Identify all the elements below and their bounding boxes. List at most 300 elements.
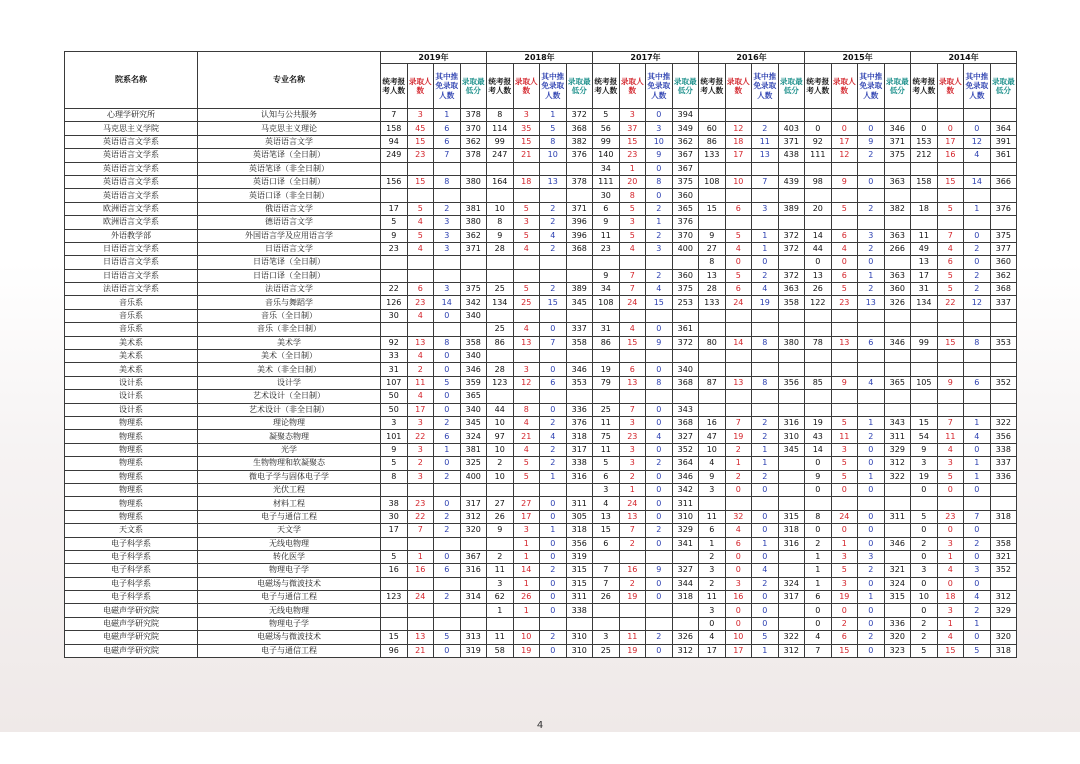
value-cell: 0	[858, 256, 885, 269]
value-cell: 3	[831, 443, 858, 456]
value-cell: 2	[434, 524, 461, 537]
table-row	[65, 202, 1017, 215]
value-cell	[672, 309, 699, 322]
value-cell	[858, 403, 885, 416]
major-cell: 光学	[198, 443, 381, 456]
value-cell: 326	[672, 631, 699, 644]
value-cell: 54	[911, 430, 938, 443]
value-cell: 336	[566, 403, 593, 416]
value-cell: 9	[646, 336, 673, 349]
value-cell: 2	[487, 550, 514, 563]
value-cell: 6	[434, 135, 461, 148]
value-cell: 0	[646, 323, 673, 336]
value-cell	[990, 189, 1017, 202]
value-cell: 45	[407, 122, 434, 135]
value-cell: 346	[672, 470, 699, 483]
table-row	[65, 175, 1017, 188]
value-cell	[911, 390, 938, 403]
value-cell: 316	[778, 537, 805, 550]
header-sub-2: 其中推免录取人数	[434, 64, 461, 109]
value-cell	[778, 497, 805, 510]
value-cell	[778, 470, 805, 483]
value-cell: 371	[884, 135, 911, 148]
value-cell: 315	[884, 591, 911, 604]
value-cell: 10	[487, 416, 514, 429]
value-cell: 346	[566, 363, 593, 376]
value-cell	[937, 350, 964, 363]
value-cell: 0	[752, 524, 779, 537]
value-cell	[725, 390, 752, 403]
value-cell: 3	[434, 283, 461, 296]
value-cell	[513, 189, 540, 202]
value-cell: 0	[964, 524, 991, 537]
value-cell: 356	[778, 376, 805, 389]
table-row	[65, 363, 1017, 376]
value-cell	[619, 390, 646, 403]
value-cell: 4	[964, 591, 991, 604]
value-cell: 1	[964, 617, 991, 630]
value-cell	[540, 483, 567, 496]
value-cell	[752, 350, 779, 363]
value-cell: 312	[778, 644, 805, 657]
value-cell	[884, 109, 911, 122]
value-cell	[964, 363, 991, 376]
value-cell	[487, 269, 514, 282]
value-cell	[460, 483, 487, 496]
value-cell	[725, 162, 752, 175]
value-cell: 28	[487, 242, 514, 255]
header-sub-3: 录取最低分	[460, 64, 487, 109]
value-cell	[831, 109, 858, 122]
value-cell: 5	[513, 283, 540, 296]
value-cell	[434, 189, 461, 202]
value-cell: 6	[540, 376, 567, 389]
value-cell: 5	[513, 202, 540, 215]
value-cell: 18	[725, 135, 752, 148]
value-cell: 13	[619, 510, 646, 523]
value-cell: 14	[513, 564, 540, 577]
value-cell: 99	[593, 135, 620, 148]
value-cell: 5	[937, 202, 964, 215]
value-cell: 111	[805, 149, 832, 162]
value-cell	[487, 390, 514, 403]
value-cell: 247	[487, 149, 514, 162]
value-cell: 19	[513, 644, 540, 657]
value-cell: 0	[540, 644, 567, 657]
value-cell: 337	[566, 323, 593, 336]
value-cell	[884, 483, 911, 496]
value-cell: 6	[434, 122, 461, 135]
value-cell: 111	[593, 175, 620, 188]
value-cell	[752, 497, 779, 510]
value-cell: 312	[884, 457, 911, 470]
value-cell: 49	[911, 242, 938, 255]
value-cell: 318	[778, 524, 805, 537]
value-cell	[513, 617, 540, 630]
value-cell: 360	[990, 256, 1017, 269]
value-cell	[593, 604, 620, 617]
value-cell: 367	[672, 162, 699, 175]
value-cell	[858, 189, 885, 202]
value-cell	[858, 350, 885, 363]
value-cell: 7	[964, 510, 991, 523]
value-cell: 2	[540, 564, 567, 577]
value-cell	[778, 189, 805, 202]
value-cell: 6	[805, 591, 832, 604]
major-cell: 天文学	[198, 524, 381, 537]
value-cell: 0	[937, 483, 964, 496]
value-cell	[540, 390, 567, 403]
value-cell: 0	[752, 510, 779, 523]
major-cell: 微电子学与固体电子学	[198, 470, 381, 483]
value-cell: 7	[752, 175, 779, 188]
dept-cell: 英语语言文学系	[65, 149, 198, 162]
value-cell: 1	[752, 644, 779, 657]
value-cell: 1	[725, 457, 752, 470]
value-cell: 92	[381, 336, 408, 349]
value-cell: 14	[434, 296, 461, 309]
dept-cell: 电磁声学研究院	[65, 631, 198, 644]
value-cell: 3	[619, 416, 646, 429]
value-cell: 13	[699, 269, 726, 282]
value-cell: 3	[434, 229, 461, 242]
value-cell	[990, 363, 1017, 376]
value-cell	[884, 550, 911, 563]
value-cell: 0	[540, 537, 567, 550]
dept-cell: 美术系	[65, 350, 198, 363]
value-cell: 30	[381, 309, 408, 322]
value-cell: 382	[884, 202, 911, 215]
value-cell	[487, 483, 514, 496]
value-cell: 344	[672, 577, 699, 590]
value-cell: 108	[593, 296, 620, 309]
value-cell: 329	[990, 604, 1017, 617]
value-cell: 6	[858, 336, 885, 349]
value-cell: 380	[460, 216, 487, 229]
value-cell: 0	[911, 577, 938, 590]
value-cell	[407, 537, 434, 550]
table-row	[65, 416, 1017, 429]
major-cell: 艺术设计（非全日制）	[198, 403, 381, 416]
value-cell	[434, 256, 461, 269]
major-cell: 美术学	[198, 336, 381, 349]
value-cell: 0	[964, 443, 991, 456]
value-cell: 15	[593, 524, 620, 537]
value-cell: 12	[725, 122, 752, 135]
value-cell	[460, 189, 487, 202]
major-cell: 日语笔译（全日制）	[198, 256, 381, 269]
value-cell: 361	[990, 149, 1017, 162]
value-cell	[407, 617, 434, 630]
value-cell: 4	[752, 564, 779, 577]
value-cell	[858, 497, 885, 510]
value-cell: 98	[805, 175, 832, 188]
value-cell: 5	[593, 109, 620, 122]
value-cell	[619, 604, 646, 617]
value-cell: 0	[646, 470, 673, 483]
value-cell	[381, 604, 408, 617]
table-row	[65, 564, 1017, 577]
header-sub-1: 录取人数	[831, 64, 858, 109]
value-cell	[964, 350, 991, 363]
value-cell: 44	[805, 242, 832, 255]
value-cell: 0	[831, 483, 858, 496]
header-sub-0: 统考报考人数	[487, 64, 514, 109]
header-sub-2: 其中推免录取人数	[540, 64, 567, 109]
major-cell: 日语口译（全日制）	[198, 269, 381, 282]
value-cell: 3	[646, 242, 673, 255]
value-cell	[884, 403, 911, 416]
value-cell: 7	[619, 403, 646, 416]
value-cell: 38	[381, 497, 408, 510]
value-cell	[407, 483, 434, 496]
value-cell: 363	[884, 175, 911, 188]
value-cell: 10	[646, 135, 673, 148]
value-cell: 0	[964, 550, 991, 563]
table-row	[65, 189, 1017, 202]
major-cell: 无线电物理	[198, 537, 381, 550]
value-cell: 324	[778, 577, 805, 590]
value-cell	[407, 323, 434, 336]
value-cell: 327	[672, 564, 699, 577]
value-cell	[911, 189, 938, 202]
value-cell	[937, 403, 964, 416]
value-cell: 9	[699, 470, 726, 483]
value-cell: 9	[699, 229, 726, 242]
value-cell	[911, 350, 938, 363]
header-sub-1: 录取人数	[937, 64, 964, 109]
value-cell: 3	[513, 109, 540, 122]
value-cell	[911, 363, 938, 376]
value-cell: 320	[884, 631, 911, 644]
value-cell: 11	[937, 430, 964, 443]
value-cell: 358	[990, 537, 1017, 550]
value-cell	[990, 162, 1017, 175]
value-cell	[566, 269, 593, 282]
value-cell: 43	[805, 430, 832, 443]
value-cell: 12	[831, 149, 858, 162]
value-cell: 345	[566, 296, 593, 309]
value-cell: 381	[460, 202, 487, 215]
dept-cell: 物理系	[65, 497, 198, 510]
value-cell: 0	[805, 483, 832, 496]
value-cell: 0	[805, 256, 832, 269]
value-cell	[884, 256, 911, 269]
value-cell: 323	[884, 644, 911, 657]
value-cell: 6	[937, 256, 964, 269]
header-sub-2: 其中推免录取人数	[964, 64, 991, 109]
value-cell: 10	[513, 631, 540, 644]
dept-cell: 马克思主义学院	[65, 122, 198, 135]
value-cell: 9	[593, 216, 620, 229]
value-cell: 15	[937, 175, 964, 188]
value-cell	[672, 617, 699, 630]
value-cell: 375	[672, 283, 699, 296]
value-cell	[646, 256, 673, 269]
table-row	[65, 617, 1017, 630]
dept-cell: 物理系	[65, 510, 198, 523]
value-cell	[884, 604, 911, 617]
value-cell	[858, 216, 885, 229]
value-cell: 312	[460, 510, 487, 523]
value-cell: 0	[646, 644, 673, 657]
value-cell: 1	[752, 242, 779, 255]
value-cell	[937, 109, 964, 122]
value-cell: 5	[831, 202, 858, 215]
value-cell	[778, 604, 805, 617]
value-cell: 1	[752, 443, 779, 456]
value-cell: 9	[646, 149, 673, 162]
value-cell: 377	[990, 242, 1017, 255]
value-cell	[381, 269, 408, 282]
value-cell	[407, 256, 434, 269]
header-sub-0: 统考报考人数	[911, 64, 938, 109]
value-cell	[593, 390, 620, 403]
value-cell: 4	[964, 149, 991, 162]
value-cell	[381, 617, 408, 630]
value-cell: 361	[672, 323, 699, 336]
table-row	[65, 149, 1017, 162]
value-cell: 8	[540, 135, 567, 148]
value-cell: 158	[381, 122, 408, 135]
value-cell: 6	[831, 229, 858, 242]
dept-cell: 物理系	[65, 443, 198, 456]
value-cell: 0	[805, 604, 832, 617]
value-cell	[964, 109, 991, 122]
value-cell	[381, 189, 408, 202]
value-cell	[831, 323, 858, 336]
value-cell: 342	[672, 483, 699, 496]
value-cell: 0	[752, 591, 779, 604]
value-cell: 2	[858, 202, 885, 215]
value-cell: 0	[964, 631, 991, 644]
value-cell: 6	[831, 269, 858, 282]
table-row	[65, 216, 1017, 229]
value-cell: 2	[646, 457, 673, 470]
value-cell: 11	[487, 631, 514, 644]
value-cell: 0	[964, 483, 991, 496]
value-cell	[540, 189, 567, 202]
value-cell: 345	[778, 443, 805, 456]
header-sub-2: 其中推免录取人数	[646, 64, 673, 109]
value-cell: 0	[725, 604, 752, 617]
value-cell: 4	[593, 497, 620, 510]
value-cell: 1	[487, 604, 514, 617]
value-cell: 23	[619, 430, 646, 443]
dept-cell: 设计系	[65, 403, 198, 416]
value-cell: 17	[407, 403, 434, 416]
value-cell: 378	[566, 175, 593, 188]
value-cell: 0	[434, 350, 461, 363]
value-cell: 338	[990, 443, 1017, 456]
value-cell	[513, 162, 540, 175]
value-cell: 352	[672, 443, 699, 456]
value-cell: 11	[593, 443, 620, 456]
dept-cell: 英语语言文学系	[65, 162, 198, 175]
value-cell	[487, 256, 514, 269]
value-cell: 2	[752, 269, 779, 282]
major-cell: 音乐与舞蹈学	[198, 296, 381, 309]
value-cell: 15	[407, 135, 434, 148]
value-cell: 26	[487, 510, 514, 523]
value-cell	[884, 350, 911, 363]
value-cell: 311	[672, 497, 699, 510]
value-cell	[699, 403, 726, 416]
value-cell: 15	[937, 644, 964, 657]
header-year: 2017年	[593, 52, 699, 64]
value-cell: 17	[381, 202, 408, 215]
value-cell	[487, 162, 514, 175]
value-cell: 1	[858, 470, 885, 483]
value-cell: 311	[884, 510, 911, 523]
value-cell: 0	[540, 591, 567, 604]
value-cell	[407, 189, 434, 202]
value-cell: 134	[911, 296, 938, 309]
value-cell: 1	[805, 564, 832, 577]
value-cell: 8	[699, 256, 726, 269]
value-cell: 349	[672, 122, 699, 135]
value-cell: 9	[831, 376, 858, 389]
value-cell	[566, 617, 593, 630]
value-cell	[752, 309, 779, 322]
value-cell: 365	[460, 390, 487, 403]
value-cell: 2	[964, 242, 991, 255]
value-cell	[646, 390, 673, 403]
value-cell: 0	[646, 510, 673, 523]
value-cell	[911, 109, 938, 122]
value-cell: 86	[699, 135, 726, 148]
value-cell: 24	[619, 497, 646, 510]
value-cell: 342	[460, 296, 487, 309]
value-cell	[937, 309, 964, 322]
value-cell: 3	[381, 416, 408, 429]
value-cell: 6	[593, 537, 620, 550]
major-cell: 俄语语言文学	[198, 202, 381, 215]
value-cell	[725, 323, 752, 336]
value-cell	[831, 309, 858, 322]
value-cell: 22	[407, 510, 434, 523]
header-sub-3: 录取最低分	[778, 64, 805, 109]
value-cell: 16	[381, 564, 408, 577]
value-cell: 25	[593, 403, 620, 416]
value-cell	[831, 390, 858, 403]
value-cell: 4	[619, 323, 646, 336]
value-cell: 0	[752, 256, 779, 269]
table-row	[65, 497, 1017, 510]
value-cell: 389	[778, 202, 805, 215]
value-cell: 363	[884, 229, 911, 242]
value-cell: 358	[460, 336, 487, 349]
value-cell	[778, 162, 805, 175]
value-cell: 359	[460, 376, 487, 389]
value-cell: 0	[646, 497, 673, 510]
value-cell: 0	[752, 617, 779, 630]
value-cell: 0	[540, 550, 567, 563]
value-cell: 3	[911, 564, 938, 577]
value-cell: 10	[725, 175, 752, 188]
value-cell: 346	[884, 122, 911, 135]
value-cell: 346	[460, 363, 487, 376]
value-cell: 15	[699, 202, 726, 215]
value-cell	[434, 617, 461, 630]
value-cell: 1	[699, 537, 726, 550]
value-cell: 4	[513, 443, 540, 456]
value-cell	[778, 363, 805, 376]
value-cell: 140	[593, 149, 620, 162]
value-cell	[460, 537, 487, 550]
value-cell	[460, 269, 487, 282]
value-cell: 2	[646, 631, 673, 644]
